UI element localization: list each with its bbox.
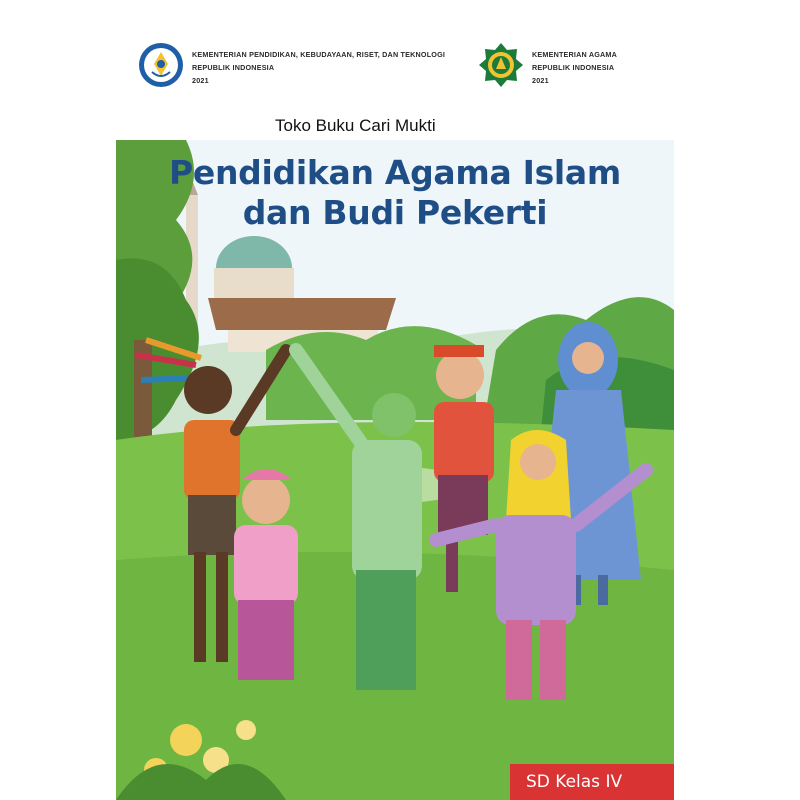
book-title-line1: Pendidikan Agama Islam — [169, 153, 621, 192]
ministry-line: REPUBLIK INDONESIA — [532, 63, 615, 72]
ministry-religion-text — [532, 48, 617, 87]
ministry-education-text — [192, 48, 445, 87]
ministry-education-header — [138, 42, 445, 88]
child-figure — [234, 469, 298, 680]
tut-wuri-handayani-logo-icon — [138, 42, 184, 88]
book-cover — [116, 140, 674, 800]
ministry-line: 2021 — [532, 76, 549, 85]
ministry-line: KEMENTERIAN PENDIDIKAN, KEBUDAYAAN, RISET, DAN TEKNOLOGI — [192, 50, 446, 59]
ministry-line: REPUBLIK INDONESIA — [192, 63, 275, 72]
grade-badge: SD Kelas IV — [510, 764, 674, 800]
store-label: Toko Buku Cari Mukti — [275, 116, 436, 135]
kemenag-logo-icon — [478, 42, 524, 88]
book-title-line2: dan Budi Pekerti — [242, 193, 548, 232]
cover-illustration — [116, 140, 674, 800]
ministry-religion-header — [478, 42, 617, 88]
ministry-line: KEMENTERIAN AGAMA — [532, 50, 617, 59]
ministry-line: 2021 — [192, 76, 209, 85]
